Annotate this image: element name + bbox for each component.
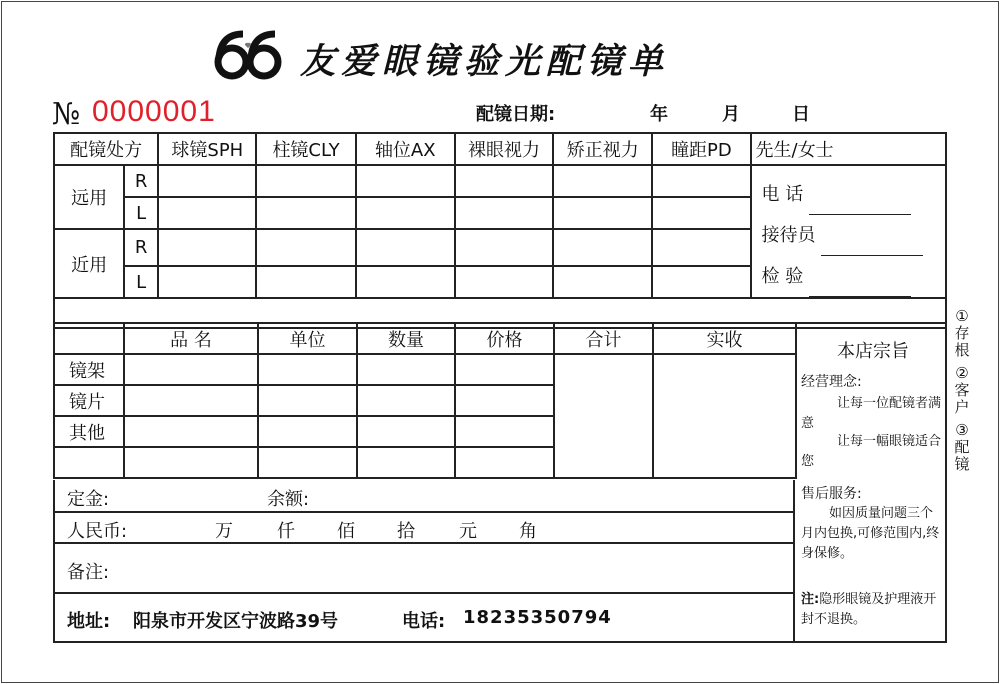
cell[interactable]	[356, 165, 455, 197]
glasses-logo-icon	[213, 28, 283, 82]
unit-wan: 万	[215, 521, 233, 542]
store-policy-box	[795, 322, 947, 643]
cell[interactable]	[455, 266, 553, 298]
header-pd: 瞳距PD	[652, 133, 750, 165]
note-block	[801, 590, 943, 630]
deposit-row[interactable]	[55, 480, 793, 513]
unit-shi: 拾	[397, 521, 415, 542]
cell[interactable]	[258, 447, 357, 478]
header-received: 实收	[653, 323, 796, 354]
service-text: 如因质量问题三个月内包换,可修范围内,终身保修。	[801, 506, 940, 561]
deposit-label: 定金:	[67, 489, 110, 510]
unit-yuan: 元	[459, 521, 477, 542]
far-left-eye: L	[124, 197, 158, 229]
cell[interactable]	[356, 197, 455, 229]
inspector-label: 检 验	[761, 266, 804, 287]
cell[interactable]	[553, 229, 652, 266]
inspector-field[interactable]	[809, 278, 911, 297]
cell[interactable]	[158, 229, 256, 266]
cell[interactable]	[652, 165, 750, 197]
remarks-label: 备注:	[67, 562, 110, 583]
copy-legend	[950, 308, 974, 479]
form-title: 友爱眼镜验光配镜单	[300, 41, 670, 82]
header-sph: 球镜SPH	[158, 133, 256, 165]
header-price: 价格	[455, 323, 554, 354]
row-lens-label: 镜片	[54, 385, 124, 416]
philosophy-line-2: 让每一幅眼镜适合您	[801, 434, 942, 469]
cell[interactable]	[455, 416, 554, 447]
payment-section	[53, 480, 795, 643]
cell[interactable]	[258, 385, 357, 416]
cell[interactable]	[256, 165, 355, 197]
date-year: 年	[650, 104, 668, 125]
cell[interactable]	[124, 385, 258, 416]
note-text: 隐形眼镜及护理液开封不退换。	[801, 592, 937, 627]
total-cell[interactable]	[554, 354, 653, 478]
address-phone-label: 电话:	[402, 611, 446, 632]
cell[interactable]	[54, 447, 124, 478]
cell[interactable]	[158, 197, 256, 229]
cell[interactable]	[652, 266, 750, 298]
cell[interactable]	[256, 266, 355, 298]
cell[interactable]	[652, 197, 750, 229]
address-phone: 18235350794	[463, 607, 612, 628]
date-label: 配镜日期:	[476, 104, 556, 125]
cell[interactable]	[256, 229, 355, 266]
remarks-row[interactable]	[55, 544, 793, 594]
cell[interactable]	[158, 266, 256, 298]
cell[interactable]	[455, 229, 553, 266]
cell[interactable]	[256, 197, 355, 229]
prescription-table	[53, 132, 947, 329]
copy-stub: ①存根	[954, 307, 970, 359]
cell[interactable]	[356, 266, 455, 298]
philosophy-label: 经营理念:	[801, 374, 862, 390]
header-cyl: 柱镜CLY	[256, 133, 355, 165]
header-total: 合计	[554, 323, 653, 354]
address-value: 阳泉市开发区宁波路39号	[133, 611, 339, 632]
cell[interactable]	[455, 385, 554, 416]
copy-lab: ③配镜	[954, 421, 970, 473]
cell[interactable]	[455, 354, 554, 385]
address-row	[55, 594, 793, 641]
header-prescription: 配镜处方	[54, 133, 158, 165]
cell[interactable]	[124, 416, 258, 447]
philosophy-line-1: 让每一位配镜者满意	[801, 396, 942, 431]
cell[interactable]	[258, 354, 357, 385]
unit-jiao: 角	[519, 521, 537, 542]
balance-label: 余额:	[267, 489, 310, 510]
serial-prefix: №	[52, 97, 81, 132]
date-day: 日	[792, 104, 810, 125]
header-naked-vision: 裸眼视力	[455, 133, 553, 165]
cell[interactable]	[553, 197, 652, 229]
cell[interactable]	[455, 197, 553, 229]
row-frame-label: 镜架	[54, 354, 124, 385]
header-product: 品 名	[124, 323, 258, 354]
note-label: 注:	[801, 592, 820, 607]
cell[interactable]	[553, 266, 652, 298]
copy-customer: ②客户	[954, 364, 970, 416]
header-unit: 单位	[258, 323, 357, 354]
cell[interactable]	[124, 354, 258, 385]
phone-field[interactable]	[809, 196, 911, 215]
cell[interactable]	[652, 229, 750, 266]
contact-block	[751, 165, 946, 298]
cell	[54, 323, 124, 354]
rmb-label: 人民币:	[67, 521, 128, 542]
cell[interactable]	[357, 354, 455, 385]
receptionist-field[interactable]	[821, 237, 923, 256]
header-axis: 轴位AX	[356, 133, 455, 165]
rmb-row[interactable]	[55, 513, 793, 544]
near-right-eye: R	[124, 229, 158, 266]
cell[interactable]	[357, 447, 455, 478]
serial-number: 0000001	[92, 95, 216, 128]
received-cell[interactable]	[653, 354, 796, 478]
unit-bai: 佰	[337, 521, 355, 542]
policy-heading: 本店宗旨	[837, 341, 909, 362]
address-label: 地址:	[67, 611, 111, 632]
receptionist-label: 接待员	[761, 225, 816, 246]
date-month: 月	[722, 104, 740, 125]
phone-label: 电 话	[761, 184, 804, 205]
near-left-eye: L	[124, 266, 158, 298]
cell[interactable]	[357, 416, 455, 447]
cell[interactable]	[158, 165, 256, 197]
far-label: 远用	[54, 165, 124, 229]
header-customer-name: 先生/女士	[751, 133, 946, 165]
header-quantity: 数量	[357, 323, 455, 354]
items-table	[53, 322, 797, 479]
cell[interactable]	[356, 229, 455, 266]
service-label: 售后服务:	[801, 486, 862, 502]
cell[interactable]	[124, 447, 258, 478]
row-other-label: 其他	[54, 416, 124, 447]
cell[interactable]	[357, 385, 455, 416]
unit-qian: 仟	[277, 521, 295, 542]
far-right-eye: R	[124, 165, 158, 197]
cell[interactable]	[258, 416, 357, 447]
cell[interactable]	[553, 165, 652, 197]
header-corrected-vision: 矫正视力	[553, 133, 652, 165]
cell[interactable]	[455, 165, 553, 197]
cell[interactable]	[455, 447, 554, 478]
near-label: 近用	[54, 229, 124, 298]
